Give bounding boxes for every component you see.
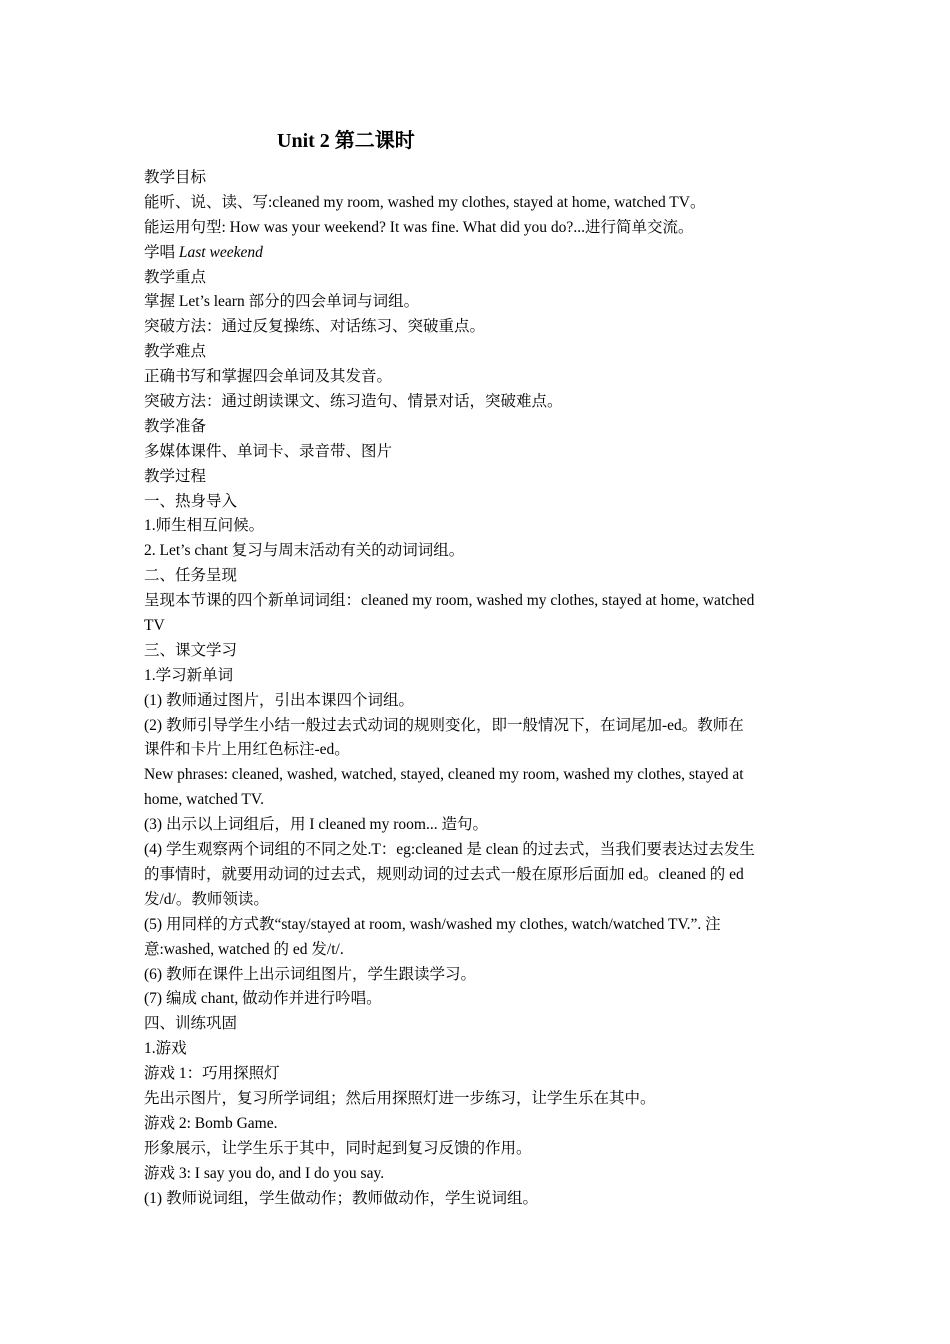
text-line: home, watched TV. <box>144 791 264 809</box>
text-line: 教学目标 <box>144 169 207 186</box>
text-line: 1.学习新单词 <box>144 666 234 684</box>
text-line: 教学准备 <box>144 417 207 435</box>
text-line: (7) 编成 chant, 做动作并进行吟唱。 <box>144 990 382 1008</box>
text-line: 1.游戏 <box>144 1040 187 1058</box>
text-line: 三、课文学习 <box>144 641 238 659</box>
text-line: 呈现本节课的四个新单词词组：cleaned my room, washed my clothes, stayed at home, watched <box>144 592 755 610</box>
text-line: 先出示图片，复习所学词组；然后用探照灯进一步练习，让学生乐在其中。 <box>144 1089 656 1107</box>
text-line: 四、训练巩固 <box>144 1015 238 1033</box>
text-line: (6) 教师在课件上出示词组图片，学生跟读学习。 <box>144 965 476 983</box>
text-line: 教学难点 <box>144 343 207 361</box>
text-line: 教学过程 <box>144 467 207 485</box>
text-line: 多媒体课件、单词卡、录音带、图片 <box>144 442 393 460</box>
text-line: 1.师生相互问候。 <box>144 517 265 535</box>
text-line: 的事情时，就要用动词的过去式，规则动词的过去式一般在原形后面加 ed。cleaned 的 ed <box>144 865 744 883</box>
text-line: 形象展示，让学生乐于其中，同时起到复习反馈的作用。 <box>144 1139 532 1157</box>
text-line: 正确书写和掌握四会单词及其发音。 <box>144 368 393 386</box>
text-line: 意:washed, watched 的 ed 发/t/. <box>144 940 344 958</box>
text-line: 发/d/。教师领读。 <box>144 890 269 908</box>
text-line: (5) 用同样的方式教“stay/stayed at room, wash/washed my clothes, watch/watched TV.”. 注 <box>144 915 721 933</box>
text-line: 突破方法：通过反复操练、对话练习、突破重点。 <box>144 318 486 336</box>
text-line: New phrases: cleaned, washed, watched, stayed, cleaned my room, washed my clothes, stayed at <box>144 766 744 784</box>
text-line: 游戏 3: I say you do, and I do you say. <box>144 1164 385 1182</box>
text-line: 游戏 1：巧用探照灯 <box>144 1065 280 1083</box>
text-line: 能听、说、读、写:cleaned my room, washed my clothes, stayed at home, watched TV。 <box>144 193 706 211</box>
text-line: 掌握 Let’s learn 部分的四会单词与词组。 <box>144 293 420 311</box>
text-line: 突破方法：通过朗读课文、练习造句、情景对话，突破难点。 <box>144 393 563 411</box>
song-title: Last weekend <box>178 243 263 261</box>
text-line: 游戏 2: Bomb Game. <box>144 1114 278 1132</box>
text-line: 一、热身导入 <box>144 492 238 510</box>
text-line <box>144 241 809 266</box>
text-line: 教学重点 <box>144 268 207 286</box>
text-line: (1) 教师通过图片，引出本课四个词组。 <box>144 691 414 709</box>
document-body <box>144 166 809 1211</box>
text-line: (3) 出示以上词组后，用 I cleaned my room... 造句。 <box>144 816 488 834</box>
document-title: Unit 2 第二课时 <box>277 130 415 152</box>
text-line: 课件和卡片上用红色标注-ed。 <box>144 741 350 759</box>
text-line: TV <box>144 617 165 635</box>
text-line: (4) 学生观察两个词组的不同之处.T：eg:cleaned 是 clean 的过去式，当我们要表达过去发生 <box>144 841 755 859</box>
text-line-prefix: 学唱 <box>144 243 179 261</box>
text-line: 二、任务呈现 <box>144 567 238 585</box>
text-line: (2) 教师引导学生小结一般过去式动词的规则变化，即一般情况下，在词尾加-ed。教师在 <box>144 716 744 734</box>
text-line: (1) 教师说词组，学生做动作；教师做动作，学生说词组。 <box>144 1189 538 1207</box>
text-line: 能运用句型: How was your weekend? It was fine. What did you do?...进行简单交流。 <box>144 218 694 236</box>
text-line: 2. Let’s chant 复习与周末活动有关的动词词组。 <box>144 542 465 560</box>
